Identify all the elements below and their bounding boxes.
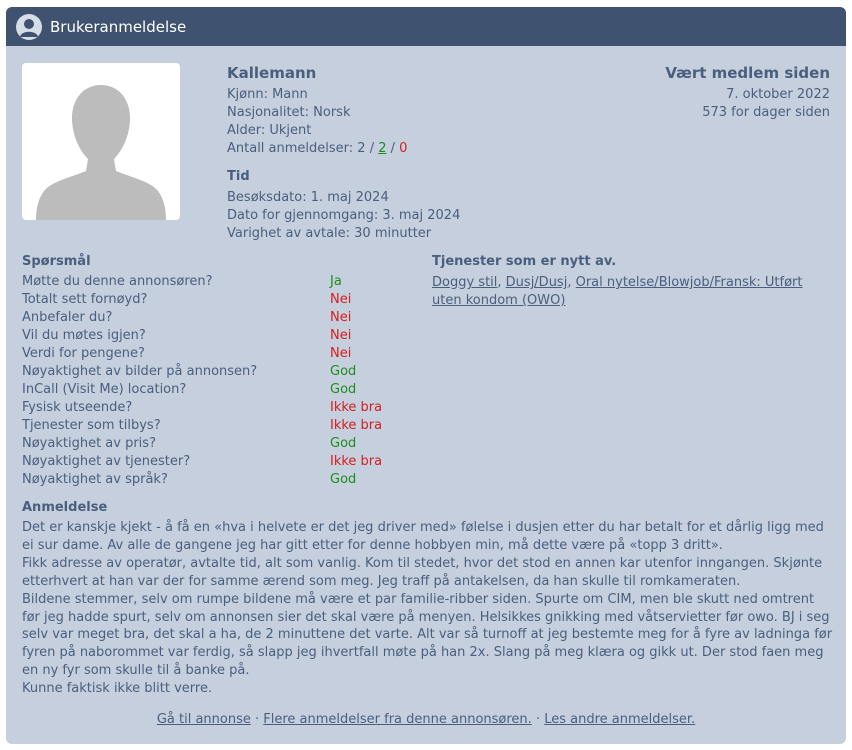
time-title: Tid xyxy=(227,169,250,184)
services-title: Tjenester som er nytt av. xyxy=(432,254,617,269)
question-row xyxy=(22,273,442,291)
question-text: Nøyaktighet av pris? xyxy=(22,436,156,451)
profile-nationality: Nasjonalitet: Norsk xyxy=(227,105,351,120)
question-text: Tjenester som tilbys? xyxy=(22,418,161,433)
footer-sep: · xyxy=(531,712,545,727)
question-text: Møtte du denne annonsøren? xyxy=(22,274,213,289)
user-circle-icon xyxy=(16,14,42,40)
answer-text: Nei xyxy=(330,328,352,343)
answer-text: God xyxy=(330,472,357,487)
review-title: Anmeldelse xyxy=(22,500,108,515)
service-link[interactable]: Dusj/Dusj xyxy=(505,275,568,290)
question-text: Nøyaktighet av tjenester? xyxy=(22,454,191,469)
profile-gender: Kjønn: Mann xyxy=(227,87,308,102)
footer-links xyxy=(6,711,846,729)
membership-days: 573 for dager siden xyxy=(702,105,830,120)
more-reviews-link[interactable]: Flere anmeldelser fra denne annonsøren. xyxy=(263,712,532,727)
review-paragraph: Fikk adresse av operatør, avtalte tid, alt som vanlig. Kom til stedet, hvor det stod en annen kar utenfor inngangen. Skjønte etterhvert at han var der for samme ærend som meg. Jeg traff på antakelsen, da han skulle til romkameraten. xyxy=(22,555,823,589)
profile-name: Kallemann xyxy=(227,64,317,82)
answer-text: God xyxy=(330,436,357,451)
membership-date: 7. oktober 2022 xyxy=(726,87,830,102)
question-row xyxy=(22,399,442,417)
membership-title: Vært medlem siden xyxy=(665,64,830,82)
answer-text: God xyxy=(330,382,357,397)
other-reviews-link[interactable]: Les andre anmeldelser. xyxy=(544,712,696,727)
review-count-total: 2 xyxy=(357,141,366,156)
avatar xyxy=(22,63,180,220)
review-paragraph: Det er kanskje kjekt - å få en «hva i helvete er det jeg driver med» følelse i dusjen etter du har betalt for et dårlig ligg med ei sur dame. Av alle de gangene jeg har gitt etter for denne hobbyen min, må dette være på «topp 3 dritt». xyxy=(22,520,824,553)
answer-text: Nei xyxy=(330,346,352,361)
review-body xyxy=(22,519,834,698)
review-date: Dato for gjennomgang: 3. maj 2024 xyxy=(227,208,461,223)
answer-text: Ikke bra xyxy=(330,400,383,415)
question-row xyxy=(22,345,442,363)
service-link[interactable]: uten kondom (OWO) xyxy=(432,293,566,308)
answer-text: Nei xyxy=(330,292,352,307)
question-text: Fysisk utseende? xyxy=(22,400,133,415)
service-link[interactable]: Doggy stil xyxy=(432,275,498,290)
question-row xyxy=(22,327,442,345)
profile-age: Alder: Ukjent xyxy=(227,123,312,138)
review-count-positive[interactable]: 2 xyxy=(378,141,387,156)
question-text: Nøyaktighet av språk? xyxy=(22,472,168,487)
question-row xyxy=(22,309,442,327)
card-header xyxy=(6,7,846,46)
question-text: Nøyaktighet av bilder på annonsen? xyxy=(22,364,258,379)
question-row xyxy=(22,417,442,435)
answer-text: Nei xyxy=(330,310,352,325)
review-count-sep: / xyxy=(365,141,379,156)
duration: Varighet av avtale: 30 minutter xyxy=(227,226,432,241)
review-count-sep: / xyxy=(386,141,400,156)
visit-date: Besøksdato: 1. maj 2024 xyxy=(227,190,389,205)
service-sep: , xyxy=(567,275,572,290)
questions-title: Spørsmål xyxy=(22,254,91,269)
question-row xyxy=(22,291,442,309)
service-link[interactable]: Oral nytelse/Blowjob/Fransk: Utført xyxy=(575,275,803,290)
service-sep: , xyxy=(497,275,502,290)
services-line-1 xyxy=(432,274,802,292)
question-text: InCall (Visit Me) location? xyxy=(22,382,187,397)
question-row xyxy=(22,471,442,489)
question-text: Totalt sett fornøyd? xyxy=(22,292,148,307)
review-count-negative: 0 xyxy=(399,141,408,156)
answer-text: Ikke bra xyxy=(330,418,383,433)
question-row xyxy=(22,435,442,453)
question-text: Verdi for pengene? xyxy=(22,346,145,361)
question-row xyxy=(22,453,442,471)
profile-review-count xyxy=(227,140,407,158)
question-text: Vil du møtes igjen? xyxy=(22,328,146,343)
review-card xyxy=(6,7,846,744)
header-title: Brukeranmeldelse xyxy=(50,17,187,36)
review-paragraph: Kunne faktisk ikke blitt verre. xyxy=(22,681,213,697)
review-count-label: Antall anmeldelser: xyxy=(227,141,358,156)
services-line-2 xyxy=(432,292,565,310)
answer-text: God xyxy=(330,364,357,379)
question-text: Anbefaler du? xyxy=(22,310,113,325)
question-row xyxy=(22,381,442,399)
go-to-ad-link[interactable]: Gå til annonse xyxy=(156,712,251,727)
question-row xyxy=(22,363,442,381)
answer-text: Ikke bra xyxy=(330,454,383,469)
answer-text: Ja xyxy=(330,274,342,289)
footer-sep: · xyxy=(250,712,264,727)
review-paragraph: Bildene stemmer, selv om rumpe bildene må være et par familie-ribber siden. Spurte om CIM, men ble skutt ned omtrent før jeg hadde spurt, selv om annonsen sier det skal være på menyen. Helsikkes gnikking med våtservietter før owo. BJ i seg selv var meget bra, det skal a ha, de 2 minuttene det varte. Alt var så turnoff at jeg bestemte meg for å fyre av ladninga før fyren på naborommet var ferdig, så slapp jeg ihvertfall møte på han 2x. Slang på meg klæra og gikk ut. Der stod faen meg en ny fyr som skulle til å banke på. xyxy=(22,591,833,679)
